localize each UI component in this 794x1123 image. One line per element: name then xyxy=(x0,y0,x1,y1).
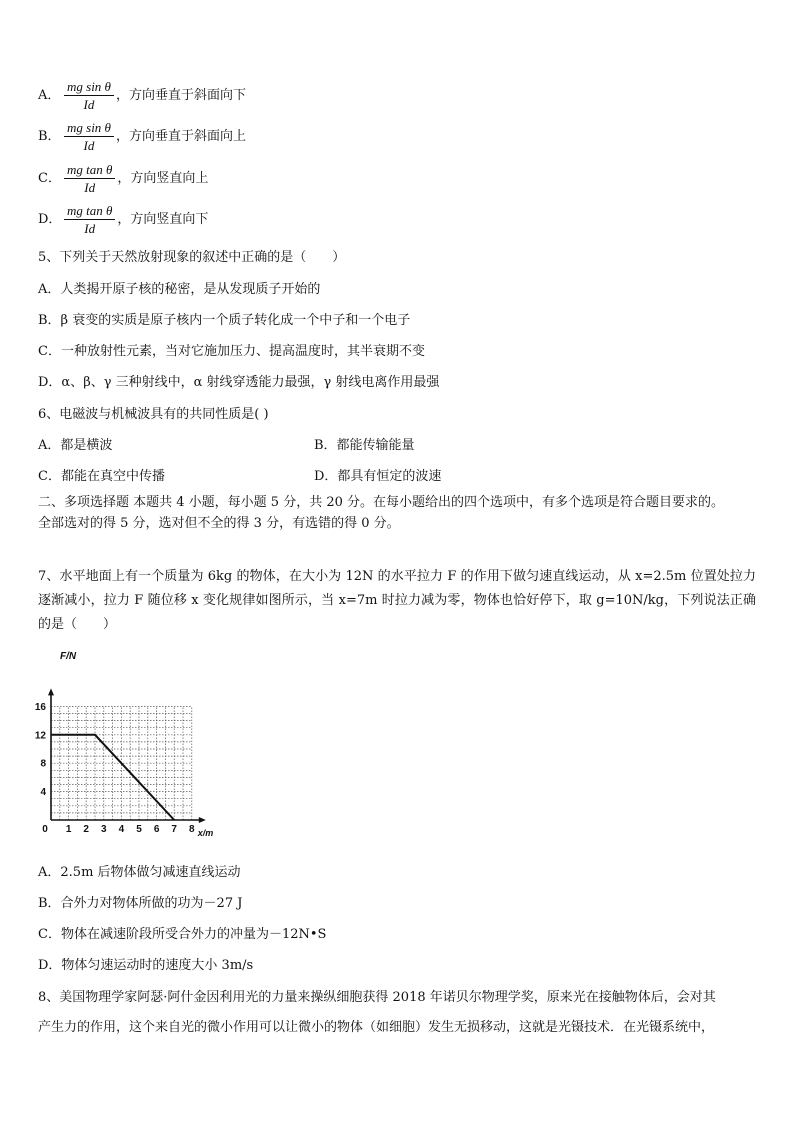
x-tick-label: 8 xyxy=(189,824,195,835)
fraction: $\frac{\text{mg tan θ}}{Id}$ xyxy=(64,162,115,195)
q5-option-b: B．β 衰变的实质是原子核内一个质子转化成一个中子和一个电子 xyxy=(38,313,411,328)
option-text: ，方向竖直向上 xyxy=(117,171,209,186)
x-tick-label: 5 xyxy=(136,824,142,835)
x-tick-label: 2 xyxy=(83,824,89,835)
q7-option-b: B．合外力对物体所做的功为－27 J xyxy=(38,896,243,911)
q4-option-b xyxy=(38,120,246,153)
q7-option-a: A．2.5m 后物体做匀减速直线运动 xyxy=(38,865,241,880)
y-axis-label: F/N xyxy=(60,651,77,662)
section-heading-cont: 全部选对的得 5 分，选对但不全的得 3 分，有选错的得 0 分。 xyxy=(38,516,400,531)
y-tick-label: 4 xyxy=(40,787,46,799)
q6-option-b: B．都能传输能量 xyxy=(314,438,415,453)
q7-stem: 7、水平地面上有一个质量为 6kg 的物体，在大小为 12N 的水平拉力 F 的作用下做匀速直线运动，从 x=2.5m 位置处拉力逐渐减小，拉力 F 随位移 x 变化规律如图所示，当 x=7m 时拉力减为零，物体也恰好停下，取 g=10N/kg，下列说法正确的是（ ） xyxy=(38,569,756,632)
q4-option-d xyxy=(38,203,208,236)
option-text: ，方向垂直于斜面向上 xyxy=(115,129,246,144)
q5-stem: 5、下列关于天然放射现象的叙述中正确的是（ ） xyxy=(38,250,346,265)
option-text: ，方向垂直于斜面向下 xyxy=(115,88,246,103)
x-tick-label: 6 xyxy=(153,824,160,835)
q8-line-1: 8、美国物理学家阿瑟·阿什金因利用光的力量来操纵细胞获得 2018 年诺贝尔物理学奖，原来光在接触物体后，会对其 xyxy=(38,990,716,1005)
q4-option-a xyxy=(38,79,246,112)
y-tick-label: 12 xyxy=(34,730,46,742)
q6-option-d: D．都具有恒定的波速 xyxy=(314,469,442,484)
option-label: B． xyxy=(38,129,61,144)
q8-line-2: 产生力的作用，这个来自光的微小作用可以让微小的物体（如细胞）发生无损移动，这就是光镊技术．在光镊系统中， xyxy=(38,1020,715,1035)
x-tick-label: 4 xyxy=(118,824,125,835)
option-label: D． xyxy=(38,212,62,227)
x-tick-label: 3 xyxy=(101,824,107,835)
fraction: $\frac{\text{mg tan θ}}{Id}$ xyxy=(64,203,115,236)
q7-option-d: D．物体匀速运动时的速度大小 3m/s xyxy=(38,958,254,973)
x-axis-label: x/m xyxy=(197,828,214,838)
option-label: C． xyxy=(38,171,61,186)
q4-option-c xyxy=(38,162,208,195)
y-tick-label: 16 xyxy=(34,701,46,713)
q5-option-a: A．人类揭开原子核的秘密，是从发现质子开始的 xyxy=(38,282,321,297)
q6-option-a: A．都是横波 xyxy=(38,438,113,453)
q5-option-c: C．一种放射性元素，当对它施加压力、提高温度时，其半衰期不变 xyxy=(38,344,425,359)
q7-option-c: C．物体在减速阶段所受合外力的冲量为－12N•S xyxy=(38,927,327,942)
fraction: $\frac{\text{mg sin θ}}{Id}$ xyxy=(64,120,114,153)
x-tick-label: 1 xyxy=(65,824,72,835)
x-tick-label: 0 xyxy=(42,824,48,835)
y-axis-arrow xyxy=(48,688,54,695)
fraction: $\frac{\text{mg sin θ}}{Id}$ xyxy=(64,79,114,112)
y-tick-label: 8 xyxy=(40,758,46,770)
option-text: ，方向竖直向下 xyxy=(117,212,209,227)
x-tick-label: 7 xyxy=(171,824,177,835)
force-displacement-graph xyxy=(30,648,220,838)
section-heading: 二、多项选择题 本题共 4 小题，每小题 5 分，共 20 分。在每小题给出的四个选项中，有多个选项是符合题目要求的。 xyxy=(38,495,725,510)
q6-stem: 6、电磁波与机械波具有的共同性质是( ) xyxy=(38,407,269,422)
x-axis-arrow xyxy=(199,817,206,823)
option-label: A． xyxy=(38,88,61,103)
q5-option-d: D．α、β、γ 三种射线中，α 射线穿透能力最强，γ 射线电离作用最强 xyxy=(38,375,440,390)
q6-option-c: C．都能在真空中传播 xyxy=(38,469,165,484)
